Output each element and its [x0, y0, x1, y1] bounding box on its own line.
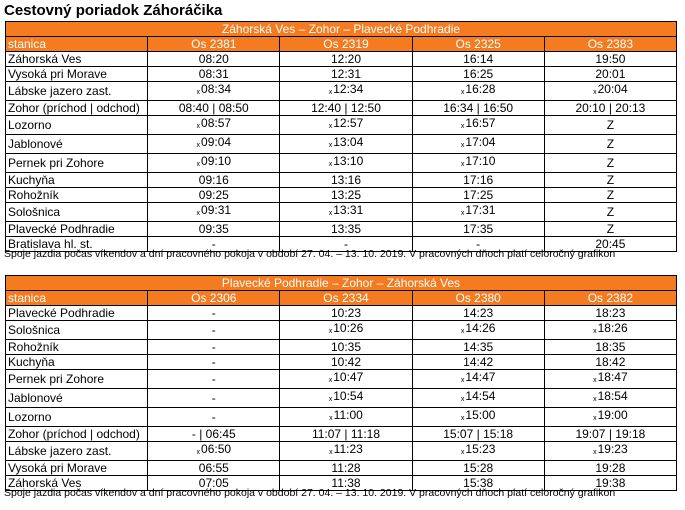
time-value: 15:00	[465, 408, 496, 422]
time-cell	[280, 101, 412, 116]
time-cell	[280, 188, 412, 203]
request-stop-marker: x	[460, 415, 465, 422]
time-value: -	[211, 323, 216, 337]
table-row	[6, 461, 677, 476]
time-value: 10:54	[333, 389, 364, 403]
time-value: 17:35	[463, 222, 494, 236]
time-value: 12:34	[333, 82, 364, 96]
table-row	[6, 116, 677, 135]
request-stop-marker: x	[196, 123, 201, 130]
time-value: 12:31	[330, 67, 361, 81]
time-cell	[412, 427, 544, 442]
time-value: 19:38	[595, 476, 626, 490]
time-value: 09:10	[201, 154, 232, 168]
table-row	[6, 306, 677, 321]
station-name: Sološnica	[6, 321, 148, 340]
time-value: -	[343, 237, 348, 251]
time-cell	[148, 188, 280, 203]
time-value: 16:57	[465, 116, 496, 130]
station-name: Lábske jazero zast.	[6, 82, 148, 101]
time-cell	[280, 116, 412, 135]
request-stop-marker: x	[196, 89, 201, 96]
time-value: 08:20	[198, 52, 229, 66]
time-value: 20:45	[595, 237, 626, 251]
time-cell	[412, 67, 544, 82]
time-cell	[544, 321, 676, 340]
time-cell	[412, 461, 544, 476]
request-stop-marker: x	[593, 328, 597, 335]
time-value: 17:16	[463, 173, 494, 187]
time-cell	[148, 173, 280, 188]
request-stop-marker: x	[460, 89, 465, 96]
station-name: Kuchyňa	[6, 173, 148, 188]
column-header-station: stanica	[6, 37, 148, 52]
time-value: 19:50	[595, 52, 626, 66]
time-value: 13:10	[333, 154, 364, 168]
time-value: 12:40 | 12:50	[311, 101, 381, 115]
station-name: Zohor (príchod | odchod)	[6, 101, 148, 116]
time-cell	[148, 427, 280, 442]
time-value: 14:54	[465, 389, 496, 403]
column-header-train: Os 2319	[280, 37, 412, 52]
time-cell	[544, 442, 676, 461]
table-row	[6, 82, 677, 101]
request-stop-marker: x	[196, 161, 201, 168]
table-row	[6, 222, 677, 237]
route-header	[6, 276, 677, 291]
station-name: Bratislava hl. st.	[6, 237, 148, 252]
time-cell	[280, 82, 412, 101]
request-stop-marker: x	[328, 123, 333, 130]
time-cell	[412, 389, 544, 408]
time-value: 08:57	[201, 116, 232, 130]
time-value: Z	[606, 118, 615, 132]
time-cell	[544, 340, 676, 355]
table-row	[6, 173, 677, 188]
time-cell	[412, 52, 544, 67]
time-value: Z	[606, 137, 615, 151]
time-value: 09:35	[198, 222, 229, 236]
time-value: 13:31	[333, 203, 364, 217]
time-cell	[148, 52, 280, 67]
time-cell	[148, 442, 280, 461]
request-stop-marker: x	[593, 377, 597, 384]
table-row	[6, 135, 677, 154]
table-row	[6, 408, 677, 427]
request-stop-marker: x	[460, 396, 465, 403]
time-cell	[148, 154, 280, 173]
time-cell	[544, 135, 676, 154]
time-value: 06:55	[198, 461, 229, 475]
time-cell	[148, 82, 280, 101]
time-value: 13:25	[330, 188, 361, 202]
time-cell	[148, 101, 280, 116]
time-value: 14:47	[465, 370, 496, 384]
time-cell	[280, 321, 412, 340]
station-name: Lozorno	[6, 408, 148, 427]
column-header-station: stanica	[6, 291, 148, 306]
request-stop-marker: x	[328, 396, 333, 403]
time-cell	[544, 82, 676, 101]
time-value: 17:25	[463, 188, 494, 202]
time-value: 19:23	[597, 442, 628, 456]
time-value: 19:28	[595, 461, 626, 475]
time-value: 11:38	[331, 476, 361, 490]
station-name: Kuchyňa	[6, 355, 148, 370]
time-value: 20:01	[595, 67, 626, 81]
time-value: Z	[606, 173, 615, 187]
time-cell	[280, 173, 412, 188]
request-stop-marker: x	[593, 415, 597, 422]
time-value: 09:04	[201, 135, 232, 149]
station-name: Plavecké Podhradie	[6, 222, 148, 237]
time-cell	[544, 203, 676, 222]
time-cell	[544, 101, 676, 116]
request-stop-marker: x	[328, 328, 333, 335]
time-cell	[280, 203, 412, 222]
time-cell	[544, 408, 676, 427]
time-cell	[148, 222, 280, 237]
time-value: 11:07 | 11:18	[311, 427, 381, 441]
route-header	[6, 22, 677, 37]
time-cell	[280, 340, 412, 355]
time-cell	[412, 442, 544, 461]
time-value: Z	[606, 222, 615, 236]
request-stop-marker: x	[328, 377, 333, 384]
time-cell	[544, 370, 676, 389]
time-value: -	[211, 340, 216, 354]
time-cell	[412, 82, 544, 101]
time-cell	[280, 442, 412, 461]
table-row	[6, 389, 677, 408]
time-value: 10:47	[333, 370, 364, 384]
column-header-row	[6, 37, 677, 52]
time-cell	[148, 306, 280, 321]
time-cell	[412, 306, 544, 321]
time-value: -	[211, 237, 216, 251]
time-value: 15:23	[465, 442, 496, 456]
time-value: 18:26	[597, 321, 628, 335]
time-value: 18:47	[597, 370, 628, 384]
station-name: Sološnica	[6, 203, 148, 222]
time-value: 16:28	[465, 82, 496, 96]
time-value: 19:07 | 19:18	[575, 427, 646, 441]
time-value: -	[211, 355, 216, 369]
station-name: Vysoká pri Morave	[6, 461, 148, 476]
request-stop-marker: x	[328, 161, 333, 168]
request-stop-marker: x	[593, 89, 597, 96]
time-cell	[544, 389, 676, 408]
time-cell	[412, 101, 544, 116]
request-stop-marker: x	[328, 210, 333, 217]
request-stop-marker: x	[328, 142, 333, 149]
time-value: 08:34	[201, 82, 232, 96]
time-cell	[280, 222, 412, 237]
request-stop-marker: x	[460, 377, 465, 384]
time-value: 18:54	[597, 389, 628, 403]
time-value: -	[211, 391, 216, 405]
request-stop-marker: x	[460, 328, 465, 335]
time-cell	[280, 154, 412, 173]
time-value: 11:28	[331, 461, 361, 475]
time-cell	[412, 408, 544, 427]
column-header-train: Os 2381	[148, 37, 280, 52]
route-title: Plavecké Podhradie – Zohor – Záhorská Ves	[6, 276, 677, 291]
station-name: Vysoká pri Morave	[6, 67, 148, 82]
time-value: 17:31	[465, 203, 496, 217]
time-value: Z	[606, 205, 615, 219]
station-name: Zohor (príchod | odchod)	[6, 427, 148, 442]
request-stop-marker: x	[460, 210, 465, 217]
station-name: Záhorská Ves	[6, 52, 148, 67]
time-value: 14:42	[463, 355, 494, 369]
time-cell	[148, 135, 280, 154]
time-cell	[280, 408, 412, 427]
request-stop-marker: x	[593, 449, 597, 456]
validity-note-return: Spoje jazdia počas víkendov a dní pracovného pokoja v období 27. 04. – 13. 10. 2019. V pracovných dňoch platí celoročný grafikon	[4, 487, 616, 499]
time-cell	[544, 67, 676, 82]
time-value: 16:14	[463, 52, 494, 66]
time-cell	[412, 154, 544, 173]
time-value: 14:23	[463, 306, 494, 320]
time-value: 09:25	[198, 188, 229, 202]
station-name: Rohožník	[6, 188, 148, 203]
time-value: 13:35	[330, 222, 361, 236]
time-value: 13:04	[333, 135, 364, 149]
time-cell	[148, 340, 280, 355]
time-cell	[412, 173, 544, 188]
table-row	[6, 321, 677, 340]
station-name: Plavecké Podhradie	[6, 306, 148, 321]
time-value: 07:05	[198, 476, 229, 490]
time-value: - | 06:45	[191, 427, 236, 441]
request-stop-marker: x	[460, 161, 465, 168]
time-cell	[544, 427, 676, 442]
time-value: -	[211, 372, 216, 386]
time-value: 16:34 | 16:50	[443, 101, 514, 115]
time-cell	[280, 67, 412, 82]
time-value: 15:28	[463, 461, 494, 475]
time-value: 11:23	[333, 442, 363, 456]
time-cell	[544, 52, 676, 67]
time-value: 12:20	[330, 52, 361, 66]
time-value: 08:31	[198, 67, 229, 81]
time-value: 14:35	[463, 340, 494, 354]
time-value: 10:26	[333, 321, 364, 335]
request-stop-marker: x	[329, 449, 333, 456]
time-cell	[280, 52, 412, 67]
column-header-train: Os 2380	[412, 291, 544, 306]
time-cell	[148, 461, 280, 476]
column-header-train: Os 2325	[412, 37, 544, 52]
time-value: 06:50	[201, 442, 232, 456]
table-row	[6, 203, 677, 222]
time-value: 15:38	[463, 476, 494, 490]
time-cell	[148, 355, 280, 370]
time-cell	[544, 355, 676, 370]
time-cell	[544, 116, 676, 135]
column-header-train: Os 2306	[148, 291, 280, 306]
time-value: 15:07 | 15:18	[443, 427, 514, 441]
time-value: 12:57	[333, 116, 364, 130]
table-row	[6, 52, 677, 67]
column-header-train: Os 2334	[280, 291, 412, 306]
route-title: Záhorská Ves – Zohor – Plavecké Podhradie	[6, 22, 677, 37]
request-stop-marker: x	[328, 89, 333, 96]
time-cell	[148, 321, 280, 340]
time-cell	[148, 67, 280, 82]
request-stop-marker: x	[329, 415, 333, 422]
time-cell	[148, 389, 280, 408]
request-stop-marker: x	[460, 449, 465, 456]
request-stop-marker: x	[460, 123, 465, 130]
time-cell	[412, 116, 544, 135]
station-name: Lozorno	[6, 116, 148, 135]
time-cell	[412, 355, 544, 370]
station-name: Pernek pri Zohore	[6, 370, 148, 389]
time-value: 13:16	[330, 173, 361, 187]
table-row	[6, 370, 677, 389]
station-name: Pernek pri Zohore	[6, 154, 148, 173]
time-value: -	[211, 410, 216, 424]
time-value: 19:00	[597, 408, 628, 422]
time-cell	[148, 203, 280, 222]
table-row	[6, 427, 677, 442]
time-cell	[412, 340, 544, 355]
station-name: Jablonové	[6, 389, 148, 408]
station-name: Lábske jazero zast.	[6, 442, 148, 461]
time-value: 10:42	[330, 355, 361, 369]
time-cell	[280, 427, 412, 442]
time-cell	[412, 321, 544, 340]
time-value: -	[476, 237, 481, 251]
time-value: 10:23	[330, 306, 361, 320]
time-value: 17:10	[465, 154, 496, 168]
column-header-train: Os 2383	[544, 37, 676, 52]
request-stop-marker: x	[460, 142, 465, 149]
time-cell	[280, 461, 412, 476]
time-cell	[544, 188, 676, 203]
table-row	[6, 355, 677, 370]
time-cell	[280, 370, 412, 389]
table-row	[6, 188, 677, 203]
time-cell	[544, 222, 676, 237]
time-cell	[148, 408, 280, 427]
time-value: 18:23	[595, 306, 626, 320]
table-row	[6, 154, 677, 173]
time-value: 18:35	[595, 340, 626, 354]
time-cell	[412, 370, 544, 389]
time-cell	[544, 461, 676, 476]
column-header-train: Os 2382	[544, 291, 676, 306]
time-value: -	[211, 306, 216, 320]
request-stop-marker: x	[196, 449, 201, 456]
time-value: 09:31	[201, 203, 232, 217]
time-value: 20:10 | 20:13	[575, 101, 646, 115]
time-cell	[280, 135, 412, 154]
time-value: 08:40 | 08:50	[178, 101, 249, 115]
request-stop-marker: x	[593, 396, 597, 403]
station-name: Záhorská Ves	[6, 476, 148, 491]
time-value: 17:04	[465, 135, 496, 149]
time-cell	[148, 370, 280, 389]
time-cell	[280, 355, 412, 370]
time-cell	[544, 173, 676, 188]
station-name: Rohožník	[6, 340, 148, 355]
time-value: 18:42	[595, 355, 626, 369]
time-cell	[412, 203, 544, 222]
time-value: Z	[606, 188, 615, 202]
time-cell	[412, 135, 544, 154]
time-value: 16:25	[463, 67, 494, 81]
timetable-outbound	[5, 21, 677, 252]
time-cell	[412, 222, 544, 237]
table-row	[6, 101, 677, 116]
time-value: 20:04	[597, 82, 628, 96]
time-value: 11:00	[333, 408, 363, 422]
timetable-return	[5, 275, 677, 491]
time-cell	[412, 188, 544, 203]
time-value: 09:16	[198, 173, 229, 187]
validity-note-outbound: Spoje jazdia počas víkendov a dní pracovného pokoja v období 27. 04. – 13. 10. 2019. V pracovných dňoch platí celoročný grafikon	[4, 248, 616, 260]
request-stop-marker: x	[196, 210, 201, 217]
table-row	[6, 340, 677, 355]
time-value: 14:26	[465, 321, 496, 335]
time-cell	[280, 306, 412, 321]
time-value: 10:35	[330, 340, 361, 354]
time-cell	[280, 389, 412, 408]
time-cell	[544, 154, 676, 173]
time-cell	[148, 116, 280, 135]
request-stop-marker: x	[196, 142, 201, 149]
table-row	[6, 67, 677, 82]
column-header-row	[6, 291, 677, 306]
time-cell	[544, 306, 676, 321]
page-title: Cestovný poriadok Záhoráčika	[4, 2, 223, 19]
table-row	[6, 442, 677, 461]
time-value: Z	[606, 156, 615, 170]
station-name: Jablonové	[6, 135, 148, 154]
